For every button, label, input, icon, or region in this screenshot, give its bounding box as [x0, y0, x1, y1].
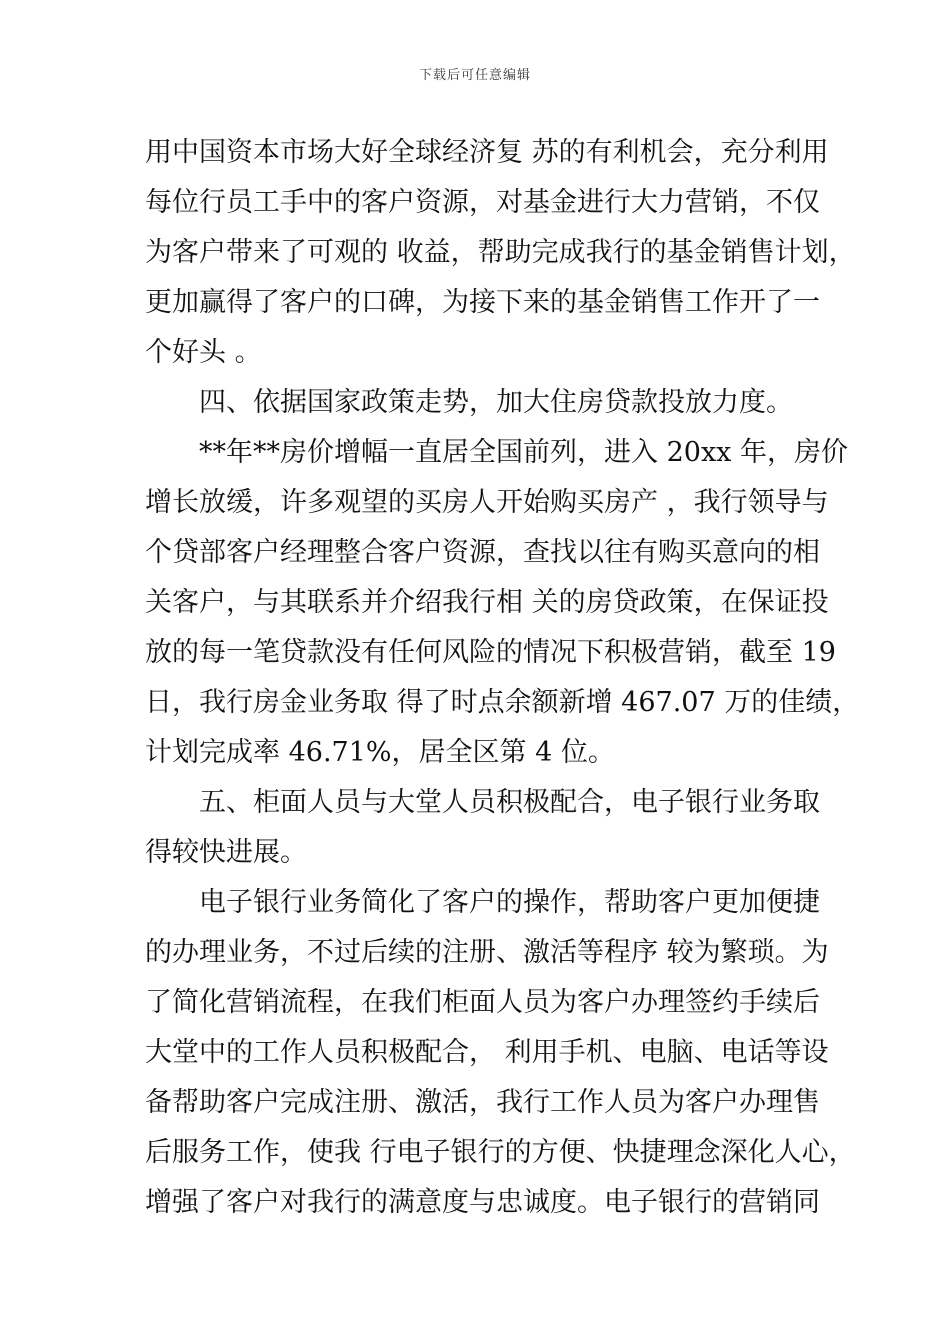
page-header: 下载后可任意编辑	[418, 68, 531, 83]
text-line: 电子银行业务简化了客户的操作，帮助客户更加便捷	[199, 887, 820, 918]
text-line: 个贷部客户经理整合客户资源，查找以往有购买意向的相	[145, 537, 820, 568]
text-line: 为客户带来了可观的 收益，帮助完成我行的基金销售计划，	[145, 237, 856, 268]
text-line: 每位行员工手中的客户资源，对基金进行大力营销，不仅	[145, 187, 820, 218]
text-line: 的办理业务，不过后续的注册、激活等程序 较为繁琐。为	[145, 937, 829, 968]
text-line: 更加赢得了客户的口碑，为接下来的基金销售工作开了一	[145, 287, 820, 318]
text-line: 后服务工作，使我 行电子银行的方便、快捷理念深化人心，	[145, 1137, 856, 1168]
document-body	[145, 128, 860, 1228]
section-heading-4: 四、依据国家政策走势，加大住房贷款投放力度。	[199, 387, 793, 418]
text-line: 放的每一笔贷款没有任何风险的情况下积极营销，截至 19	[145, 637, 836, 668]
text-line: 关客户，与其联系并介绍我行相 关的房贷政策，在保证投	[145, 587, 829, 618]
section-heading-5: 五、柜面人员与大堂人员积极配合，电子银行业务取	[199, 787, 820, 818]
text-line: 备帮助客户完成注册、激活，我行工作人员为客户办理售	[145, 1087, 820, 1118]
text-line: 日，我行房金业务取 得了时点余额新增 467.07 万的佳绩，	[145, 687, 860, 718]
text-line: **年**房价增幅一直居全国前列，进入 20xx 年，房价	[199, 437, 848, 468]
text-line: 增长放缓，许多观望的买房人开始购买房产 ，我行领导与	[145, 487, 829, 518]
text-line: 增强了客户对我行的满意度与忠诚度。电子银行的营销同	[145, 1187, 820, 1218]
text-line: 用中国资本市场大好全球经济复 苏的有利机会，充分利用	[145, 137, 829, 168]
text-line: 个好头 。	[145, 337, 262, 368]
text-line: 了简化营销流程，在我们柜面人员为客户办理签约手续后	[145, 987, 820, 1018]
text-line: 计划完成率 46.71%，居全区第 4 位。	[145, 737, 615, 768]
text-line: 大堂中的工作人员积极配合， 利用手机、电脑、电话等设	[145, 1037, 829, 1068]
text-line: 得较快进展。	[145, 837, 307, 868]
